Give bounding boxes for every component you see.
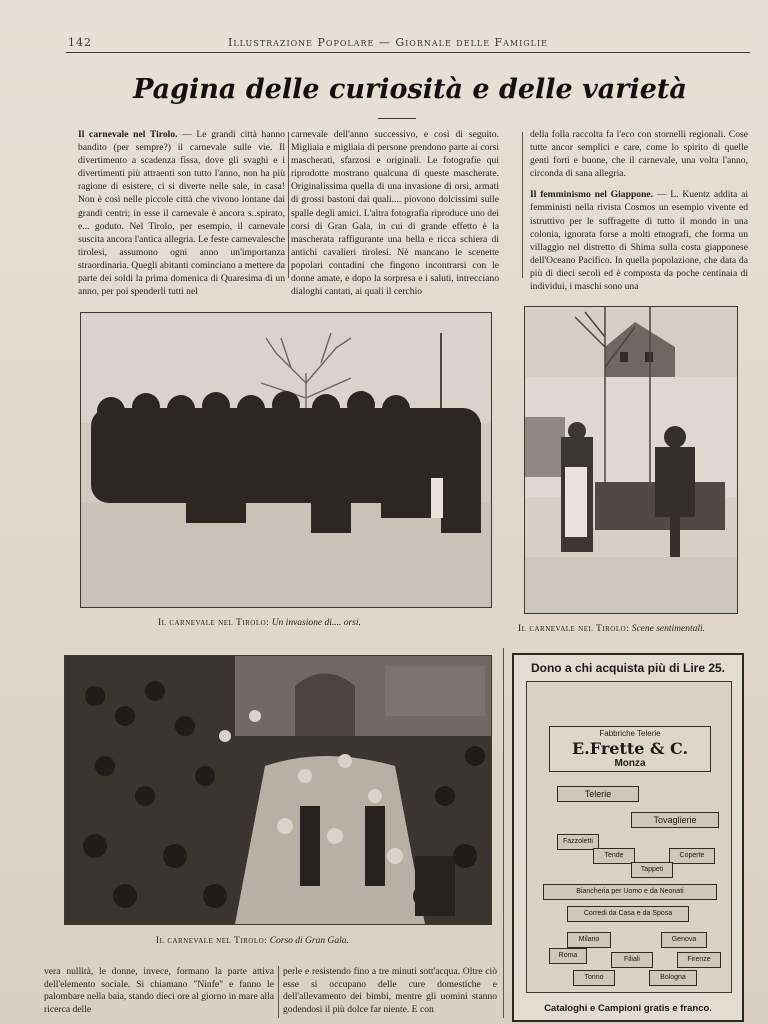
- advertisement-frette: [512, 653, 744, 1022]
- ad-item: Telerie: [557, 786, 639, 802]
- gala-parade-image: [65, 656, 491, 924]
- column-divider: [522, 132, 523, 278]
- ad-brand-name: E.Frette & C.: [571, 739, 689, 758]
- ad-item: Tende: [593, 848, 635, 864]
- ad-item: Tovaglierie: [631, 812, 719, 828]
- caption-gala-parade: Il carnevale nel Tirolo: Corso di Gran Gala.: [156, 936, 349, 946]
- ad-brand-box: [549, 726, 711, 772]
- running-header: [68, 34, 750, 52]
- article-text-1: — Le grandi città hanno bandito (per sempre?) il carnevale sulle vie. Il divertimento a scadenza fissa, dove gli svaghi e i divertimenti più attraenti son tutto l'anno, non ha più ragione di esistere, ci si diverte nelle sale, in casa! Non è così nelle piccole città che vivono lontane dai grandi centri; in esse il carnevale è ancora s..spirato, e... goduto. Nel Tirolo, per esempio, il carnevale suscita ancora l'antica allegria. Le feste carnevalesche tirolesi, assumono ogni anno un'importanza straordinaria. Quegli abitanti cominciano a mettere da parte dei soldi la prima domenica di Quaresima di un anno, per poi spenderli tutti nel: [78, 129, 285, 298]
- article-text-2: carnevale dell'anno successivo, e così di seguito. Migliaia e migliaia di persone prendono parte ai corsi mascherati, sfarzosi e originali. Le fotografie qui riprodotte mostrano qualcuna di queste mascherate. Originalissima quella di una invasione di orsi, armati di grossi bastoni dai quali.... piovono dolcissimi sulle spalle degli amici. L'altra fotografia riproduce uno dei corsi di Gran Gala, in cui di grande effetto è la mascherata raffigurante una bella e ricca schiera di antichi cavalieri tirolesi. Nè mancano le scenette popolari contadini che fingono incontrarsi con le donne amate, e dopo la sorpresa e i saluti, intrecciano dialoghi cantati, ai quali il cerchio: [291, 129, 499, 298]
- article-heading-femminismo: Il femminismo nel Giappone.: [530, 189, 654, 201]
- title-rule: [378, 118, 416, 119]
- ad-item: Biancheria per Uomo e da Neonati: [543, 884, 717, 900]
- ad-item: Tappeti: [631, 862, 673, 878]
- ad-item: Firenze: [677, 952, 721, 968]
- sentimental-scene-image: [525, 307, 737, 613]
- ad-brand-line: Fabbriche Telerie: [599, 729, 661, 738]
- article-text-3a: della folla raccolta fa l'eco con stornelli regionali. Cose tutte ancor semplici e care, come lo spirito di quelle genti forti e buone, che il carnevale, una volta l'anno, circonda di sana allegria.: [530, 129, 748, 180]
- article-text-3b: — L. Kuentz addita ai femministi nella rivista Cosmos un esempio vivente ed istruttivo per le suffragette di tutto il mondo in una colonia, ignorata forse a molti etnografi, che forma un villaggio nel distretto di Shima sulla costa giapponese dell'Oceano Pacifico. In quella popolazione, che data da più di dieci secoli ed è composta da poche centinaia di individui, i maschi sono una: [530, 189, 749, 293]
- ad-item: Torino: [573, 970, 615, 986]
- bottom-text-column-2: perle e resistendo fino a tre minuti sott'acqua. Oltre ciò esse si occupano delle cure domestiche e dell'allevamento dei bimbi, mentre gli uomini stanno godendosi il più dolce far niente. E con: [283, 966, 497, 1015]
- ad-top-line: Dono a chi acquista più di Lire 25.: [530, 661, 726, 675]
- photo-sentimental-scene: [524, 306, 738, 614]
- ad-item: Fazzoletti: [557, 834, 599, 850]
- ad-item: Corredi da Casa e da Sposa: [567, 906, 689, 922]
- ad-item: Genova: [661, 932, 707, 948]
- ad-brand-city: Monza: [614, 758, 646, 769]
- article-column-2: [291, 128, 499, 298]
- caption-bear-invasion: Il carnevale nel Tirolo: Un invasione di.... orsi.: [158, 618, 361, 628]
- page-title: Pagina delle curiosità e delle varietà: [133, 74, 687, 105]
- ad-item: Filiali: [611, 952, 653, 968]
- bear-invasion-image: [81, 313, 491, 607]
- ad-item: Milano: [567, 932, 611, 948]
- article-heading-carnevale: Il carnevale nel Tirolo.: [78, 129, 178, 140]
- caption-sentimental-scene: Il carnevale nel Tirolo: Scene sentimentali.: [518, 624, 706, 634]
- column-divider: [503, 648, 504, 1018]
- ad-item: Coperte: [669, 848, 715, 864]
- ad-item: Roma: [549, 948, 587, 964]
- bottom-text-column-1: vera nullità, le donne, invece, formano la parte attiva dell'elemento sociale. Si chiamano "Ninfe" e fanno le palombare nella baia, stando dieci ore al giorno in mare alla ricerca delle: [44, 966, 274, 1015]
- header-rule: [66, 52, 750, 53]
- column-divider: [288, 132, 289, 278]
- column-divider: [278, 966, 279, 1018]
- ad-inner-frame: [526, 681, 732, 993]
- photo-bear-invasion: [80, 312, 492, 608]
- page-number: 142: [68, 36, 92, 49]
- running-title: Illustrazione Popolare — Giornale delle Famiglie: [228, 36, 548, 49]
- ad-bottom-line: Cataloghi e Campioni gratis e franco.: [544, 1003, 712, 1014]
- ad-item: Bologna: [649, 970, 697, 986]
- photo-gala-parade: [64, 655, 492, 925]
- article-column-3: [530, 128, 749, 293]
- article-column-1: [78, 128, 285, 298]
